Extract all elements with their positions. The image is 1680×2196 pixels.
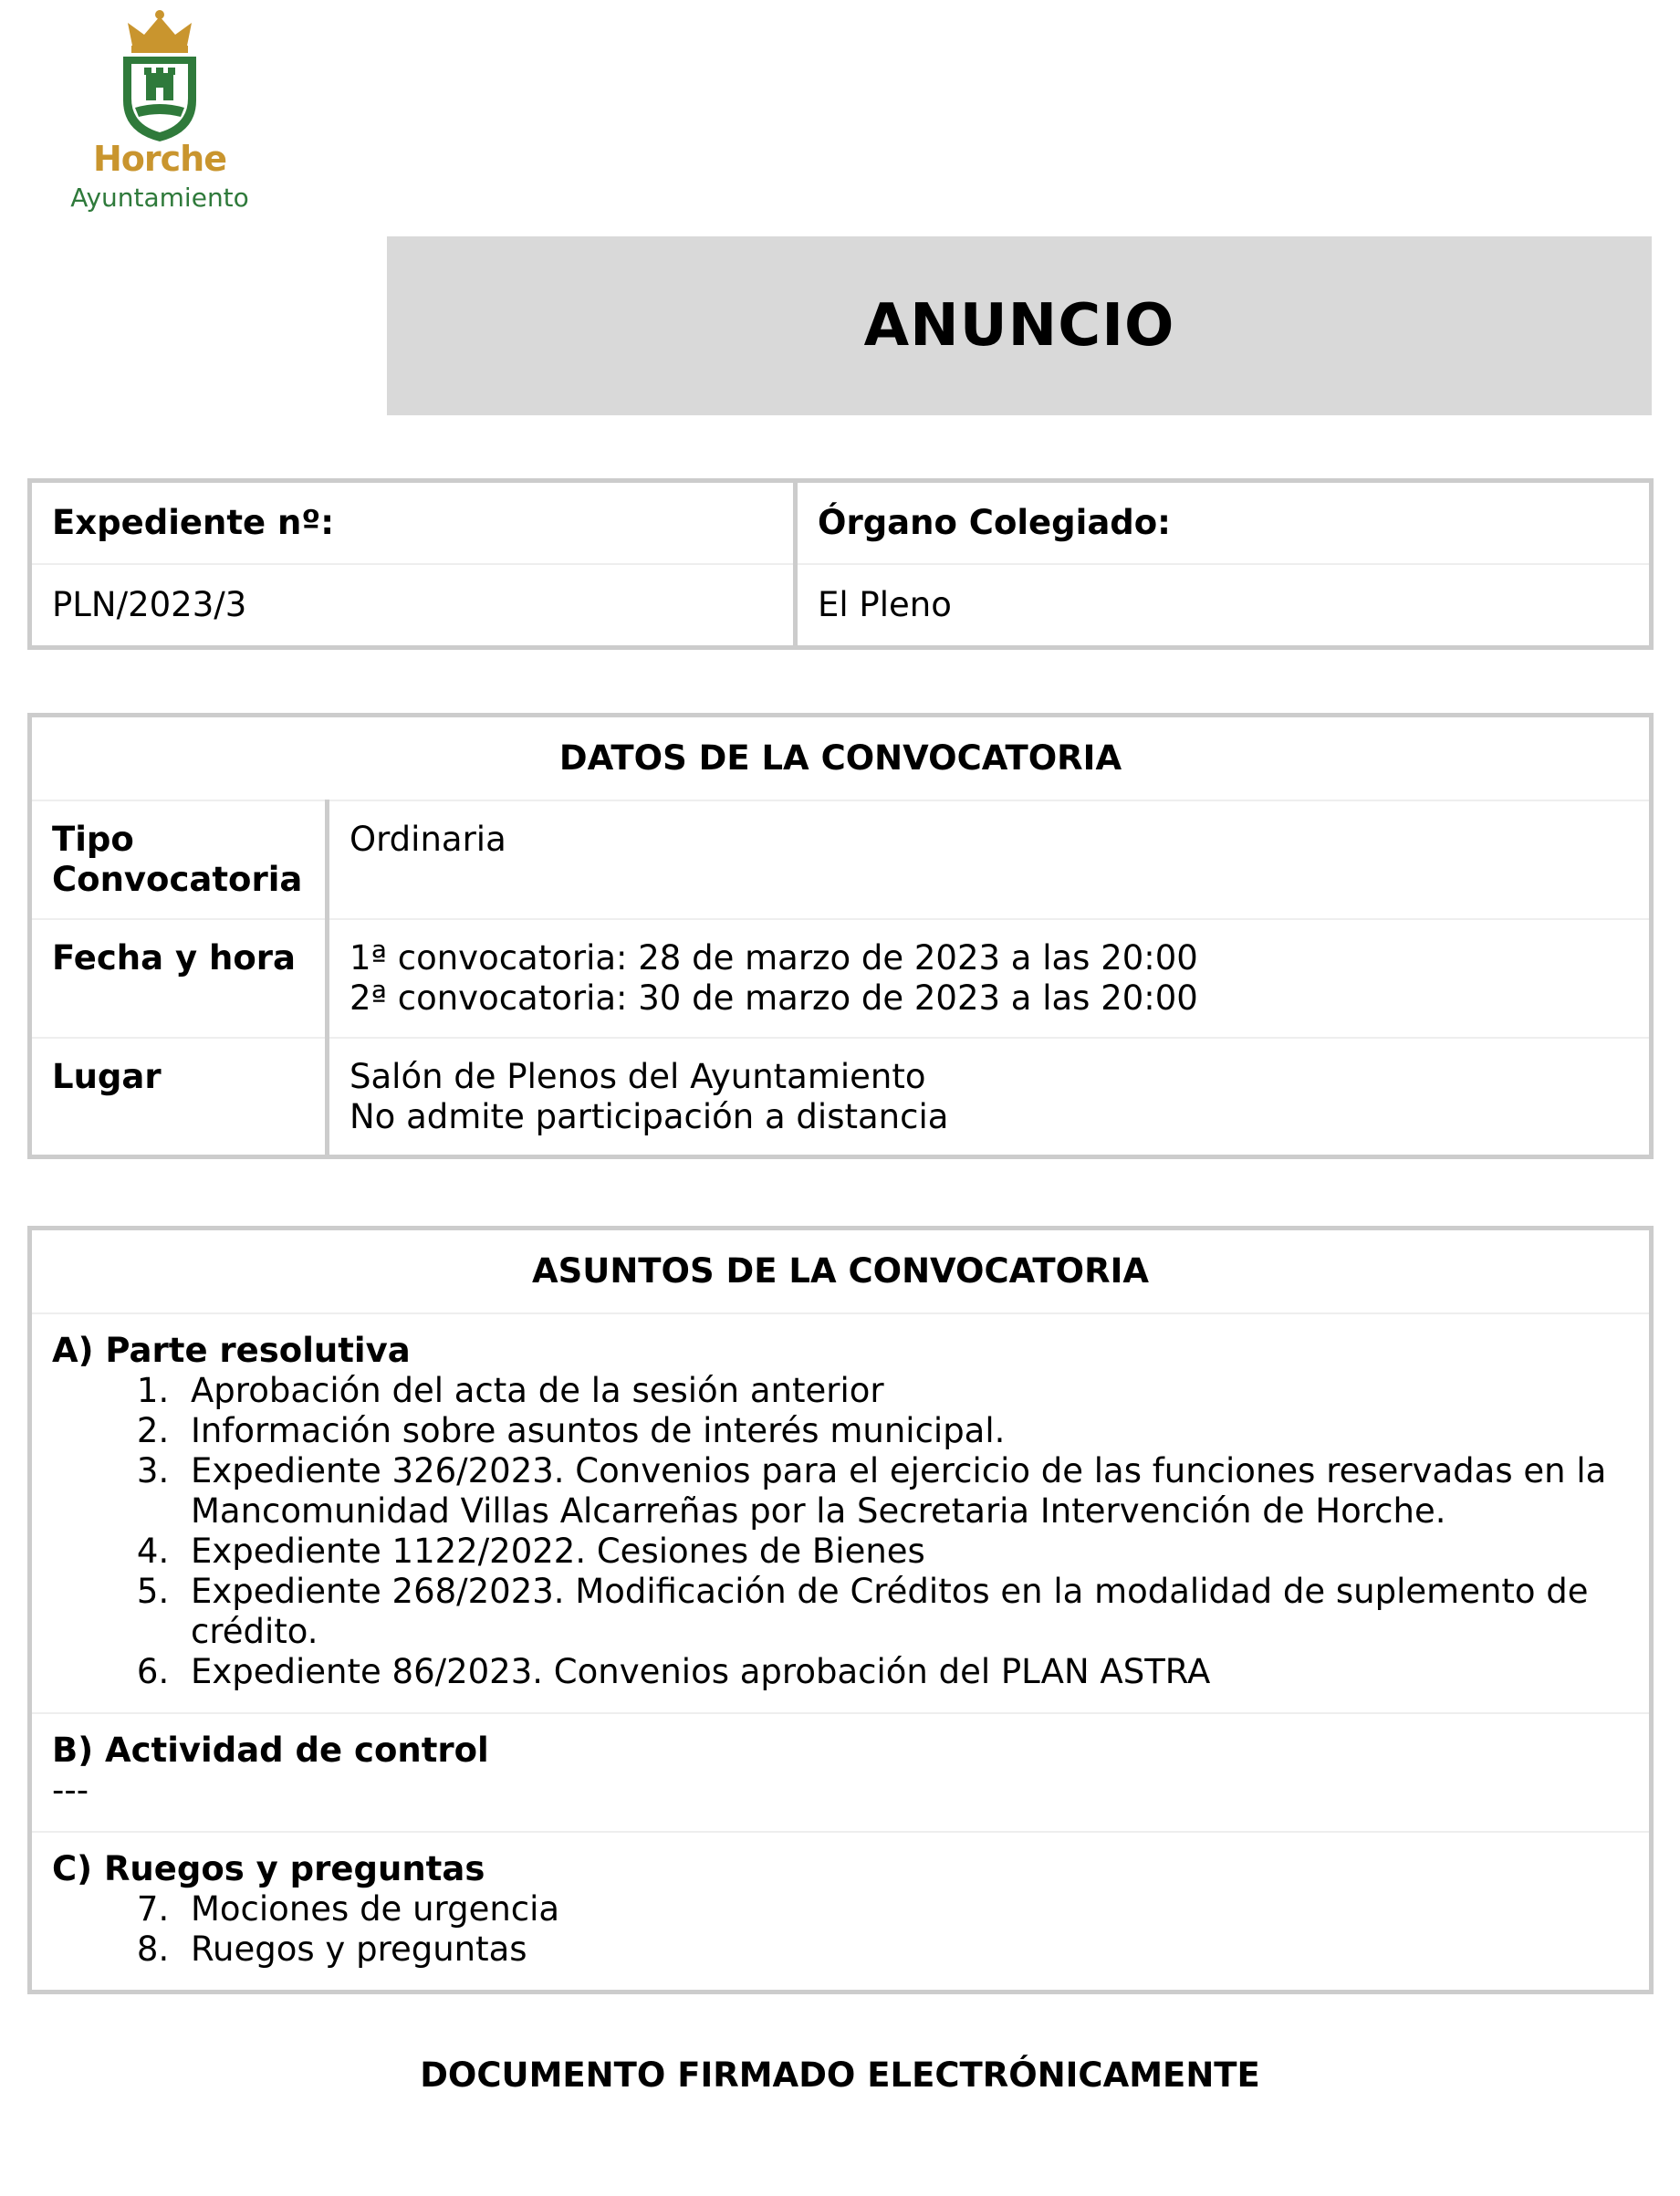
tipo-label-line-2: Convocatoria	[52, 860, 303, 899]
list-item: 5. Expediente 268/2023. Modificación de Créditos en la modalidad de suplemento de crédito.	[180, 1572, 1629, 1652]
title-banner	[387, 236, 1652, 415]
municipal-logo	[55, 9, 274, 213]
organo-label: Órgano Colegiado:	[796, 481, 1652, 565]
section-b-title: B) Actividad de control	[52, 1731, 489, 1770]
tipo-label-line-1: Tipo	[52, 820, 134, 859]
expediente-label: Expediente nº:	[30, 481, 796, 565]
section-a-title: A) Parte resolutiva	[52, 1331, 411, 1370]
list-item: 6. Expediente 86/2023. Convenios aprobación del PLAN ASTRA	[180, 1652, 1629, 1692]
section-c-title: C) Ruegos y preguntas	[52, 1849, 485, 1888]
fecha-line-2: 2ª convocatoria: 30 de marzo de 2023 a las 20:00	[350, 978, 1198, 1018]
logo-name: Horche	[93, 139, 226, 179]
expediente-value: PLN/2023/3	[30, 564, 796, 648]
fecha-label: Fecha y hora	[30, 919, 328, 1038]
list-item: 2. Información sobre asuntos de interés municipal.	[180, 1411, 1629, 1451]
page-title: ANUNCIO	[863, 292, 1175, 360]
list-item: 7. Mociones de urgencia	[180, 1889, 1629, 1929]
signature-notice: DOCUMENTO FIRMADO ELECTRÓNICAMENTE	[420, 2055, 1260, 2095]
list-item: 1. Aprobación del acta de la sesión anterior	[180, 1371, 1629, 1411]
list-item: 4. Expediente 1122/2022. Cesiones de Bienes	[180, 1532, 1629, 1572]
asuntos-convocatoria-table	[27, 1226, 1654, 1994]
section-a-list	[52, 1371, 1629, 1692]
lugar-line-1: Salón de Plenos del Ayuntamiento	[350, 1057, 926, 1096]
asuntos-heading: ASUNTOS DE LA CONVOCATORIA	[30, 1229, 1652, 1314]
list-item: 3. Expediente 326/2023. Convenios para el ejercicio de las funciones reservadas en la Mancomunidad Villas Alcarreñas por la Secretaria Intervención de Horche.	[180, 1451, 1629, 1532]
organo-value: El Pleno	[818, 585, 952, 624]
lugar-value	[328, 1038, 1652, 1156]
section-b-text: ---	[52, 1771, 89, 1810]
fecha-value	[328, 919, 1652, 1038]
lugar-line-2: No admite participación a distancia	[350, 1097, 949, 1136]
section-a	[30, 1313, 1652, 1713]
lugar-label: Lugar	[30, 1038, 328, 1156]
expediente-table	[27, 478, 1654, 650]
section-c	[30, 1832, 1652, 1992]
section-c-list	[52, 1889, 1629, 1970]
fecha-line-1: 1ª convocatoria: 28 de marzo de 2023 a las 20:00	[350, 938, 1198, 978]
section-b	[30, 1713, 1652, 1832]
list-item: 8. Ruegos y preguntas	[180, 1929, 1629, 1970]
datos-convocatoria-table	[27, 713, 1654, 1159]
tipo-value: Ordinaria	[328, 800, 1652, 919]
tipo-label	[30, 800, 328, 919]
datos-heading: DATOS DE LA CONVOCATORIA	[30, 716, 1652, 801]
logo-subtitle: Ayuntamiento	[70, 183, 249, 213]
coat-of-arms-icon	[110, 9, 210, 141]
